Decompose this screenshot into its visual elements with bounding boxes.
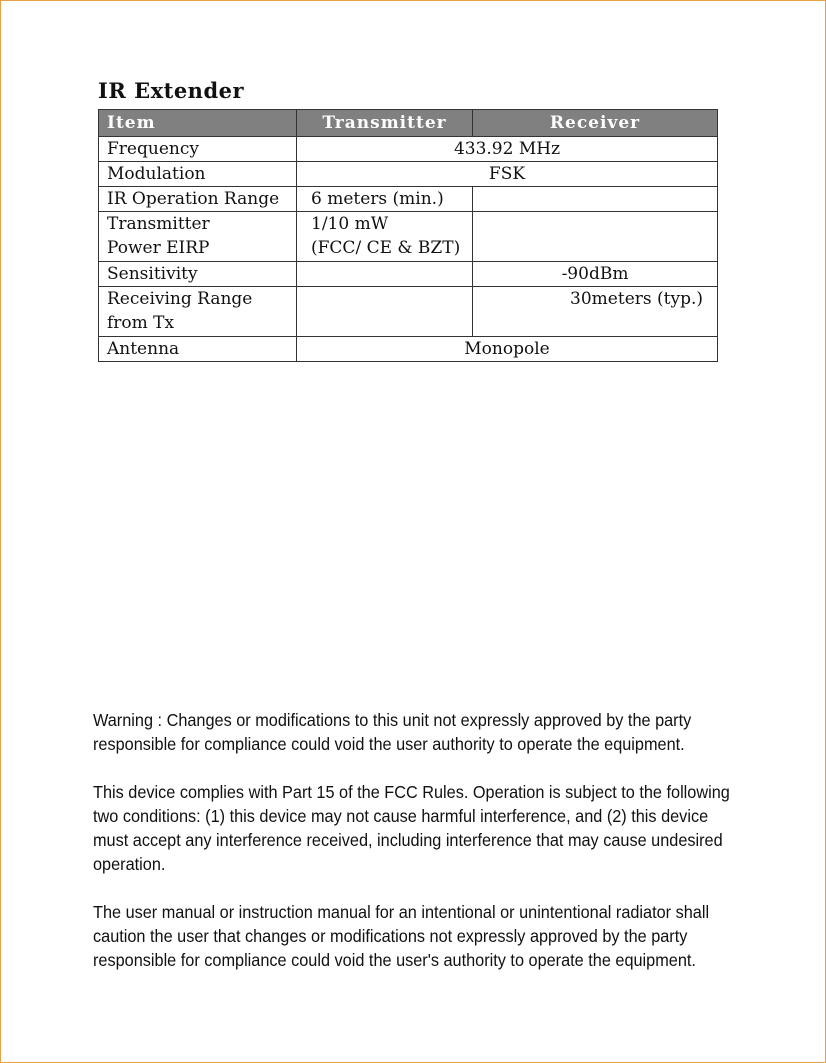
table-header-row bbox=[99, 110, 718, 137]
fcc-statement bbox=[93, 708, 735, 996]
table-row bbox=[99, 262, 718, 287]
table-row bbox=[99, 212, 718, 262]
row-label-antenna: Antenna bbox=[99, 337, 297, 362]
spec-table bbox=[98, 109, 718, 362]
row-label-tx-power bbox=[99, 212, 297, 262]
tx-power-line: (FCC/ CE & BZT) bbox=[311, 238, 461, 258]
tx-power-transmitter bbox=[297, 212, 473, 262]
tx-power-line: 1/10 mW bbox=[311, 214, 389, 234]
modulation-value: FSK bbox=[297, 162, 718, 187]
ir-range-transmitter: 6 meters (min.) bbox=[297, 187, 473, 212]
fcc-compliance-paragraph: This device complies with Part 15 of the FCC Rules. Operation is subject to the following two conditions: (1) this device may not cause harmful interference, and (2) this device must accept any interference received, including interference that may cause undesired operation. bbox=[93, 782, 730, 874]
table-row bbox=[99, 287, 718, 337]
fcc-manual-paragraph: The user manual or instruction manual for an intentional or unintentional radiator shall caution the user that changes or modifications not expressly approved by the party responsible for compliance could void the user's authority to operate the equipment. bbox=[93, 902, 710, 970]
row-label-sensitivity: Sensitivity bbox=[99, 262, 297, 287]
table-row bbox=[99, 162, 718, 187]
page-title: IR Extender bbox=[98, 78, 245, 103]
row-label-line: from Tx bbox=[107, 313, 175, 333]
row-label-modulation: Modulation bbox=[99, 162, 297, 187]
ir-range-receiver bbox=[473, 187, 718, 212]
header-transmitter: Transmitter bbox=[297, 110, 473, 137]
frequency-value: 433.92 MHz bbox=[297, 137, 718, 162]
sensitivity-transmitter bbox=[297, 262, 473, 287]
tx-power-receiver bbox=[473, 212, 718, 262]
table-row bbox=[99, 337, 718, 362]
sensitivity-receiver: -90dBm bbox=[473, 262, 718, 287]
table-row bbox=[99, 187, 718, 212]
row-label-line: Transmitter bbox=[107, 214, 210, 234]
row-label-rx-range bbox=[99, 287, 297, 337]
table-row bbox=[99, 137, 718, 162]
row-label-frequency: Frequency bbox=[99, 137, 297, 162]
rx-range-transmitter bbox=[297, 287, 473, 337]
row-label-ir-range: IR Operation Range bbox=[99, 187, 297, 212]
header-item: Item bbox=[99, 110, 297, 137]
header-receiver: Receiver bbox=[473, 110, 718, 137]
row-label-line: Receiving Range bbox=[107, 289, 253, 309]
rx-range-receiver: 30meters (typ.) bbox=[473, 287, 718, 337]
fcc-warning-paragraph: Warning : Changes or modifications to this unit not expressly approved by the party responsible for compliance could void the user authority to operate the equipment. bbox=[93, 710, 692, 754]
antenna-value: Monopole bbox=[297, 337, 718, 362]
row-label-line: Power EIRP bbox=[107, 238, 210, 258]
